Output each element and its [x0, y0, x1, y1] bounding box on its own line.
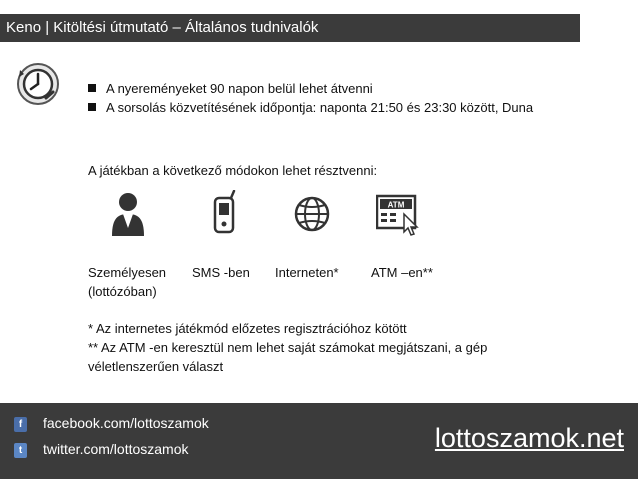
footer — [0, 403, 638, 479]
mobile-phone-icon — [212, 190, 238, 238]
twitter-icon: t — [14, 443, 27, 458]
method-sms: SMS -ben — [192, 265, 250, 280]
person-icon — [110, 190, 146, 238]
method-personal — [88, 263, 166, 301]
globe-icon — [292, 190, 332, 238]
atm-screen-text: ATM — [387, 200, 405, 210]
clock-icon — [16, 62, 60, 106]
method-sublabel: (lottózóban) — [88, 284, 157, 299]
site-link[interactable]: lottoszamok.net — [434, 423, 624, 453]
info-item: A sorsolás közvetítésének időpontja: naponta 21:50 és 23:30 között, Duna — [88, 98, 558, 117]
info-list — [88, 79, 558, 117]
facebook-link-text: facebook.com/lottoszamok — [43, 415, 209, 431]
atm-icon — [376, 190, 420, 238]
facebook-link[interactable] — [14, 415, 209, 432]
info-item: A nyereményeket 90 napon belül lehet átvenni — [88, 79, 558, 98]
facebook-icon: f — [14, 417, 27, 432]
twitter-link[interactable] — [14, 441, 189, 458]
note-internet: * Az internetes játékmód előzetes regisztrációhoz kötött — [88, 321, 407, 336]
page-title: Keno | Kitöltési útmutató – Általános tudnivalók — [0, 14, 580, 42]
method-atm: ATM –en** — [371, 265, 433, 280]
note-atm: ** Az ATM -en keresztül nem lehet saját számokat megjátszani, a gép véletlenszerűen választ — [88, 340, 488, 374]
notes — [88, 319, 568, 376]
ways-heading: A játékban a következő módokon lehet résztvenni: — [88, 163, 378, 178]
method-internet: Interneten* — [275, 265, 339, 280]
twitter-link-text: twitter.com/lottoszamok — [43, 441, 189, 457]
method-label: Személyesen — [88, 265, 167, 280]
